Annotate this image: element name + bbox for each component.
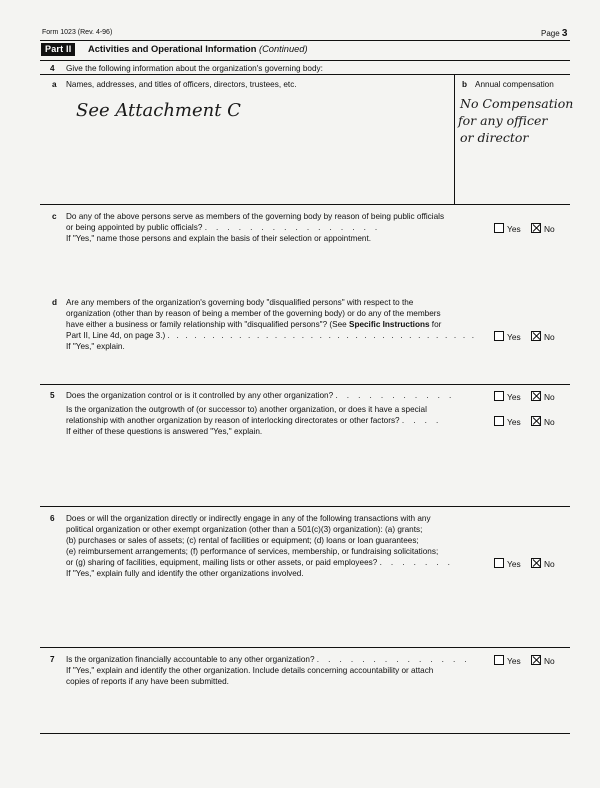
page-number-label — [541, 28, 567, 41]
part-badge: Part II — [41, 43, 75, 56]
form-id: Form 1023 (Rev. 4-96) — [42, 29, 113, 36]
q6-line6: If "Yes," explain fully and identify the other organizations involved. — [66, 569, 304, 578]
q5b-yes-no — [494, 416, 555, 428]
q4c-yes-checkbox[interactable] — [494, 223, 504, 233]
q4c-line2 — [66, 223, 381, 233]
q6-line1: Does or will the organization directly or indirectly engage in any of the following transactions with any — [66, 514, 431, 523]
q4-column-divider — [454, 74, 455, 204]
q4c-line2-text: or being appointed by public officials? — [66, 223, 203, 232]
q7-yes-no — [494, 655, 555, 667]
q4ab-bottom-rule — [40, 204, 570, 205]
q5-line4: If either of these questions is answered "Yes," explain. — [66, 427, 263, 436]
no-label: No — [544, 392, 555, 402]
q6-no-checkbox[interactable] — [531, 558, 541, 568]
q7-number: 7 — [50, 655, 55, 664]
q4b-text: Annual compensation — [475, 80, 554, 89]
q4a-letter: a — [52, 80, 57, 89]
q4d-specific-instructions: Specific Instructions — [348, 320, 430, 329]
q5-line2: Is the organization the outgrowth of (or successor to) another organization, or does it have a special — [66, 405, 427, 414]
no-label: No — [544, 559, 555, 569]
q4c-line3: If "Yes," name those persons and explain the basis of their selection or appointment. — [66, 234, 371, 243]
part-title-text: Activities and Operational Information — [88, 44, 257, 54]
q5-top-rule — [40, 384, 570, 385]
q6-number: 6 — [50, 514, 55, 523]
yes-label: Yes — [507, 224, 521, 234]
no-label: No — [544, 417, 555, 427]
q7-dots: . . . . . . . . . . . . . . — [316, 655, 471, 664]
q4d-dots: . . . . . . . . . . . . . . . . . . . . . . . . . . . . . . . . . . . — [167, 331, 477, 340]
yes-label: Yes — [507, 392, 521, 402]
q7-line1-text: Is the organization financially accountable to any other organization? — [66, 655, 315, 664]
q4d-no-checkbox[interactable] — [531, 331, 541, 341]
q4-number: 4 — [50, 64, 55, 73]
q6-yes-no — [494, 558, 555, 570]
no-label: No — [544, 332, 555, 342]
q6-top-rule — [40, 506, 570, 507]
no-label: No — [544, 656, 555, 666]
part-title — [88, 44, 308, 56]
q4d-line3c: for — [429, 320, 442, 329]
q4d-yes-no — [494, 331, 555, 343]
header-rule — [40, 40, 570, 41]
bottom-rule — [40, 733, 570, 734]
q7-line1 — [66, 655, 470, 665]
yes-label: Yes — [507, 417, 521, 427]
q5a-no-checkbox[interactable] — [531, 391, 541, 401]
q6-line5 — [66, 558, 453, 568]
handwritten-compensation-1: No Compensation — [460, 96, 574, 111]
q4b-letter: b — [462, 80, 468, 89]
q4c-dots: . . . . . . . . . . . . . . . . — [204, 223, 381, 232]
q4d-yes-checkbox[interactable] — [494, 331, 504, 341]
q4c-line1: Do any of the above persons serve as members of the governing body by reason of being public officials — [66, 212, 445, 221]
q5-line3 — [66, 416, 442, 426]
q4a-text: Names, addresses, and titles of officers, directors, trustees, etc. — [66, 80, 297, 89]
page-number: 3 — [561, 28, 568, 39]
q4d-line4-text: Part II, Line 4d, on page 3.) — [66, 331, 166, 340]
handwritten-see-attachment: See Attachment C — [76, 100, 241, 121]
q4c-letter: c — [52, 212, 57, 221]
q6-yes-checkbox[interactable] — [494, 558, 504, 568]
page-label: Page — [541, 29, 560, 38]
q5-line1-text: Does the organization control or is it controlled by any other organization? — [66, 391, 334, 400]
q4d-line4 — [66, 331, 476, 341]
q7-top-rule — [40, 647, 570, 648]
q7-no-checkbox[interactable] — [531, 655, 541, 665]
q7-line3: copies of reports if any have been submitted. — [66, 677, 229, 686]
yes-label: Yes — [507, 332, 521, 342]
q5-dots-b: . . . . — [401, 416, 442, 425]
part-title-continued: (Continued) — [259, 44, 308, 54]
q4d-line2: organization (other than by reason of being a member of the governing body) or do any of the members — [66, 309, 441, 318]
q5-dots-a: . . . . . . . . . . . — [335, 391, 455, 400]
handwritten-compensation-2: for any officer — [458, 113, 548, 128]
q4-rule — [40, 74, 570, 75]
q6-line5-text: or (g) sharing of facilities, equipment, mailing lists or other assets, or paid employees? — [66, 558, 378, 567]
q6-line2: political organization or other exempt organization (other than a 501(c)(3) organization): (a) grants; — [66, 525, 423, 534]
yes-label: Yes — [507, 559, 521, 569]
q4d-letter: d — [52, 298, 58, 307]
q5-line3-text: relationship with another organization by reason of interlocking directorates or other factors? — [66, 416, 400, 425]
q5-line1 — [66, 391, 455, 401]
q7-yes-checkbox[interactable] — [494, 655, 504, 665]
q5a-yes-no — [494, 391, 555, 403]
q4d-line5: If "Yes," explain. — [66, 342, 125, 351]
q4d-line3 — [66, 320, 441, 330]
q6-line3: (b) purchases or sales of assets; (c) rental of facilities or equipment; (d) loans or loan guarantees; — [66, 536, 419, 545]
q7-line2: If "Yes," explain and identify the other organization. Include details concerning accountability or attach — [66, 666, 434, 675]
yes-label: Yes — [507, 656, 521, 666]
q4c-no-checkbox[interactable] — [531, 223, 541, 233]
q4-text: Give the following information about the organization's governing body: — [66, 64, 323, 73]
q4d-line3a: have either a business or family relationship with "disqualified persons"? (See — [66, 320, 349, 329]
q5a-yes-checkbox[interactable] — [494, 391, 504, 401]
part-rule — [40, 60, 570, 61]
q5b-yes-checkbox[interactable] — [494, 416, 504, 426]
no-label: No — [544, 224, 555, 234]
q5b-no-checkbox[interactable] — [531, 416, 541, 426]
q4d-line1: Are any members of the organization's governing body "disqualified persons" with respect to the — [66, 298, 414, 307]
q6-line4: (e) reimbursement arrangements; (f) performance of services, membership, or fundraising solicitations; — [66, 547, 439, 556]
handwritten-compensation-3: or director — [460, 130, 529, 145]
q5-number: 5 — [50, 391, 55, 400]
q6-dots: . . . . . . . — [379, 558, 454, 567]
q4c-yes-no — [494, 223, 555, 235]
